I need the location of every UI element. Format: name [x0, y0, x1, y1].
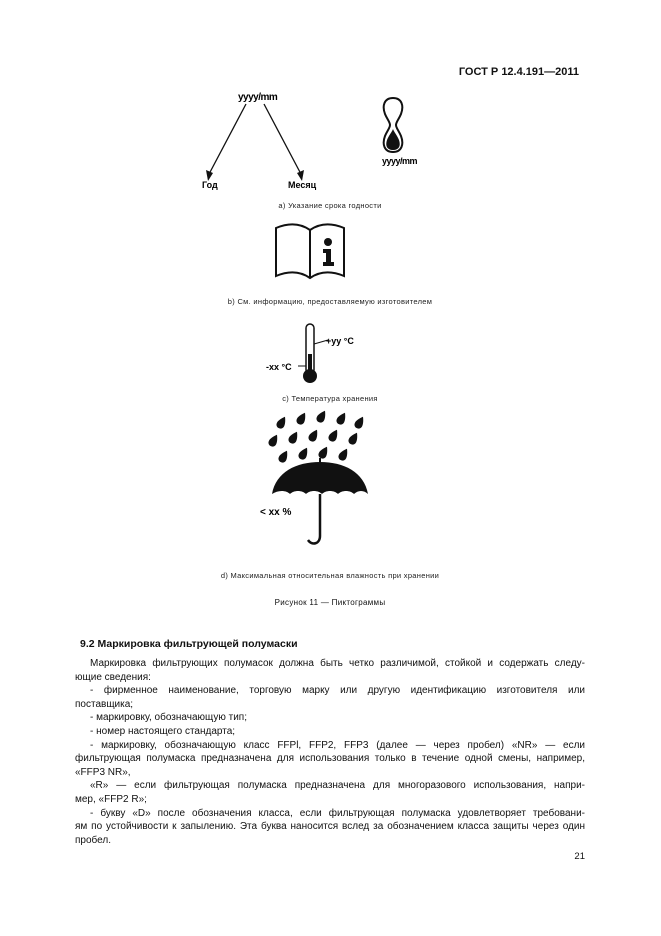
body-line: мер, «FFP2 R»;	[75, 793, 147, 805]
page-number: 21	[574, 851, 585, 862]
body-line: - маркировку, обозначающую тип;	[90, 712, 247, 724]
body-line: фильтрующая полумаска предназначена для использования только в течение одной смены, например,	[75, 753, 585, 765]
upper-temperature-label: +yy °C	[326, 336, 354, 346]
body-line: поставщика;	[75, 698, 134, 710]
section-heading: 9.2 Маркировка фильтрующей полумаски	[80, 638, 298, 650]
thermometer-icon	[303, 324, 317, 383]
body-line: - маркировку, обозначающую класс FFPl, FFP2, FFP3 (далее — через пробел) «NR» — если	[90, 739, 585, 751]
humidity-label: < xx %	[260, 507, 292, 518]
date-format-label: yyyy/mm	[238, 92, 278, 103]
lower-temperature-label: -xx °C	[266, 362, 292, 372]
document-header: ГОСТ Р 12.4.191—2011	[458, 66, 579, 78]
month-label: Месяц	[288, 180, 317, 190]
body-line: ющие сведения:	[75, 671, 151, 683]
caption-b: b) См. информацию, предоставляемую изготовителем	[227, 297, 433, 306]
body-line: Маркировка фильтрующих полумасок должна быть четко различимой, стойкой и содержать следу-	[90, 658, 585, 669]
rain-drops	[267, 410, 366, 464]
body-line: пробел.	[75, 834, 111, 846]
body-line: «FFP3 NR»,	[75, 766, 131, 778]
year-label: Год	[202, 180, 218, 190]
expiry-date-pictogram	[190, 88, 430, 198]
book-info-icon	[276, 224, 344, 278]
section-body	[75, 657, 585, 847]
body-line: - номер настоящего стандарта;	[90, 725, 236, 737]
humidity-pictogram	[250, 410, 380, 552]
caption-c: c) Температура хранения	[282, 394, 378, 403]
body-line: - фирменное наименование, торговую марку или другую идентификацию изготовителя или	[90, 685, 585, 697]
caption-a: a) Указание срока годности	[278, 201, 382, 210]
hourglass-icon	[384, 98, 403, 152]
caption-d: d) Максимальная относительная влажность при хранении	[220, 571, 440, 580]
body-line: - букву «D» после обозначения класса, если фильтрующая полумаска удовлетворяет требовани-	[90, 807, 585, 819]
storage-temperature-pictogram	[258, 320, 378, 386]
body-line: ям по устойчивости к запылению. Эта буква наносится вслед за обозначением класса защиты через один	[75, 821, 585, 833]
hourglass-date-label: yyyy/mm	[382, 156, 418, 166]
umbrella-icon	[272, 458, 368, 543]
body-line: «R» — если фильтрующая полумаска предназначена для многоразового использования, напри-	[90, 780, 585, 792]
figure-title: Рисунок 11 — Пиктограммы	[274, 598, 386, 607]
manufacturer-info-pictogram	[270, 218, 350, 282]
